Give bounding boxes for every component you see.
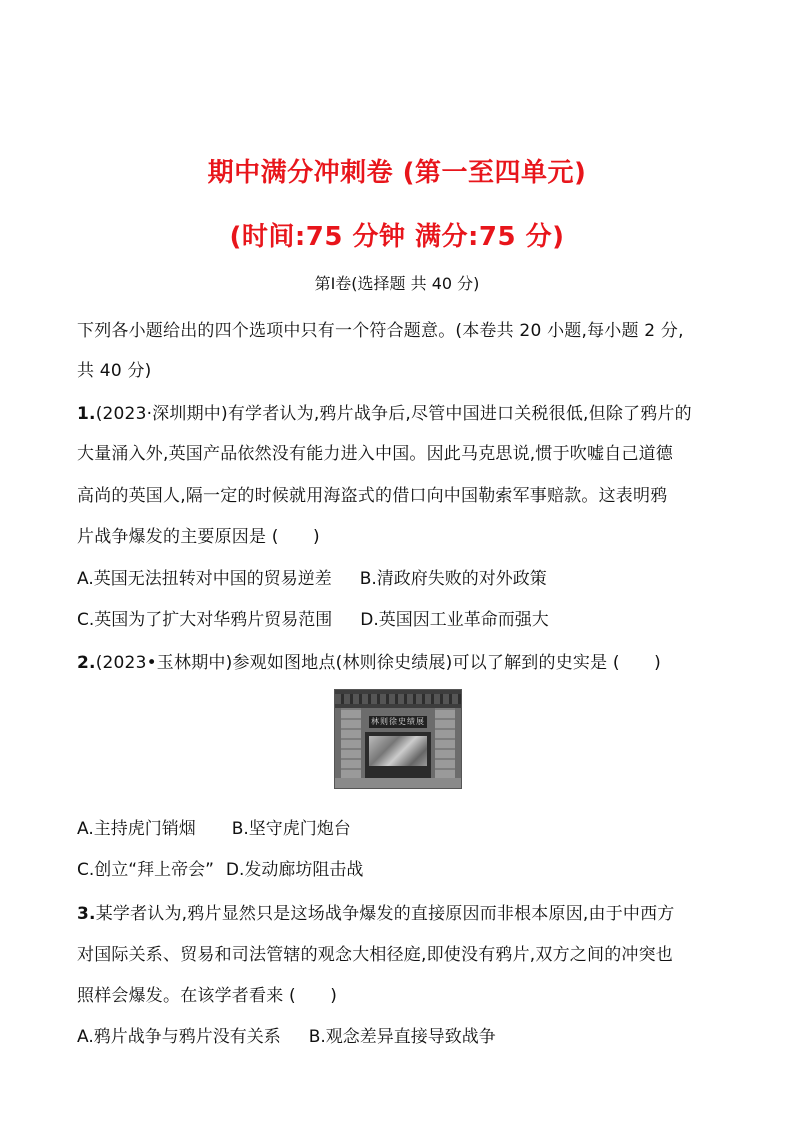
photo-mural: [369, 736, 427, 766]
section-heading: 第Ⅰ卷(选择题 共 40 分): [314, 274, 480, 293]
question-3-line: 照样会爆发。在该学者看来 ( ): [77, 986, 338, 1006]
question-2-text: (2023•玉林期中)参观如图地点(林则徐史绩展)可以了解到的史实是 ( ): [95, 653, 661, 673]
question-2-options-row: [77, 814, 379, 839]
question-1-options-row: [77, 605, 577, 630]
option-b: B.坚守虎门炮台: [231, 819, 351, 839]
question-3-line: [77, 899, 727, 924]
question-1-line: 大量涌入外,英国产品依然没有能力进入中国。因此马克思说,惯于吹嘘自己道德: [77, 444, 674, 464]
option-b: B.清政府失败的对外政策: [359, 569, 547, 589]
question-1-line: [77, 399, 727, 424]
question-1-text: (2023·深圳期中)有学者认为,鸦片战争后,尽管中国进口关税很低,但除了鸦片的: [95, 404, 692, 424]
exam-time-score: (时间:75 分钟 满分:75 分): [229, 222, 565, 252]
option-a: A.鸦片战争与鸦片没有关系: [77, 1027, 281, 1047]
exam-title: 期中满分冲刺卷 (第一至四单元): [207, 158, 587, 188]
photo-pillar-right: [435, 708, 455, 788]
photo-pillar-left: [341, 708, 361, 788]
question-2-options-row: [77, 855, 391, 880]
instructions-line: 下列各小题给出的四个选项中只有一个符合题意。(本卷共 20 小题,每小题 2 分,: [77, 321, 684, 341]
option-d: D.英国因工业革命而强大: [360, 610, 549, 630]
option-c: C.英国为了扩大对华鸦片贸易范围: [77, 610, 333, 630]
question-3-line: 对国际关系、贸易和司法管辖的观念大相径庭,即使没有鸦片,双方之间的冲突也: [77, 945, 674, 965]
question-1-line: 片战争爆发的主要原因是 ( ): [77, 527, 320, 547]
question-3-text: 某学者认为,鸦片显然只是这场战争爆发的直接原因而非根本原因,由于中西方: [95, 904, 675, 924]
question-1-line: 高尚的英国人,隔一定的时候就用海盗式的借口向中国勒索军事赔款。这表明鸦: [77, 486, 668, 506]
option-d: D.发动廊坊阻击战: [225, 860, 364, 880]
question-3-number: 3.: [77, 904, 96, 924]
photo-ground: [335, 778, 461, 788]
photo-sign: 林则徐史绩展: [371, 717, 425, 726]
exhibition-photo: [334, 689, 462, 789]
option-b: B.观念差异直接导致战争: [308, 1027, 496, 1047]
photo-roof-tiles: [335, 694, 461, 704]
instructions-line: 共 40 分): [77, 361, 152, 381]
option-a: A.主持虎门销烟: [77, 819, 196, 839]
question-1-number: 1.: [77, 404, 96, 424]
question-1-options-row: [77, 564, 575, 589]
option-c: C.创立“拜上帝会”: [77, 860, 214, 880]
question-3-options-row: [77, 1022, 524, 1047]
option-a: A.英国无法扭转对中国的贸易逆差: [77, 569, 332, 589]
question-2-line: [77, 648, 727, 673]
question-2-number: 2.: [77, 653, 96, 673]
